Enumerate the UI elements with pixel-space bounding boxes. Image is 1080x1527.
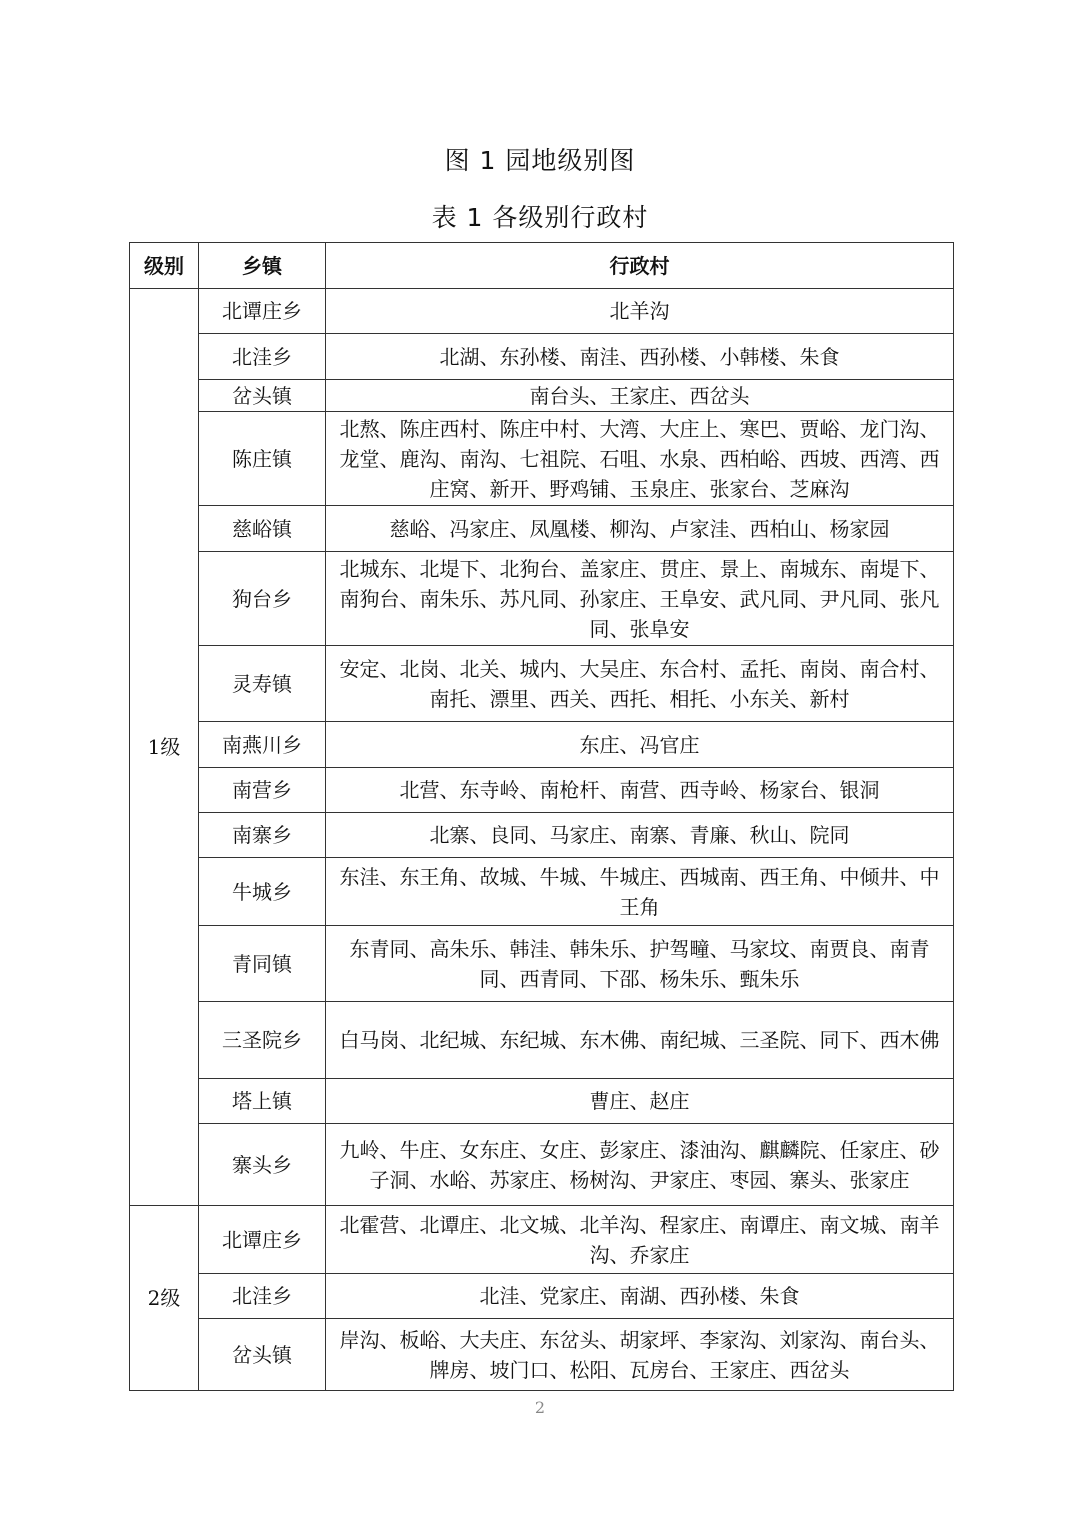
table-row (130, 1002, 954, 1079)
table-row (130, 858, 954, 926)
villages-cell: 白马岗、北纪城、东纪城、东木佛、南纪城、三圣院、同下、西木佛 (326, 1002, 954, 1079)
villages-cell: 东青同、高朱乐、韩洼、韩朱乐、护驾疃、马家坟、南贾良、南青同、西青同、下邵、杨朱乐、甄朱乐 (326, 926, 954, 1002)
town-cell: 北谭庄乡 (199, 1206, 326, 1274)
town-cell: 南营乡 (199, 768, 326, 813)
town-cell: 北洼乡 (199, 1274, 326, 1319)
town-cell: 南寨乡 (199, 813, 326, 858)
villages-cell: 北湖、东孙楼、南洼、西孙楼、小韩楼、朱食 (326, 334, 954, 380)
village-level-table (129, 242, 954, 1391)
town-cell: 岔头镇 (199, 380, 326, 412)
table-row (130, 1274, 954, 1319)
level-cell-2: 2级 (130, 1206, 199, 1391)
villages-cell: 北霍营、北谭庄、北文城、北羊沟、程家庄、南谭庄、南文城、南羊沟、乔家庄 (326, 1206, 954, 1274)
villages-cell: 北羊沟 (326, 289, 954, 334)
town-cell: 南燕川乡 (199, 722, 326, 768)
table-row (130, 813, 954, 858)
villages-cell: 北洼、党家庄、南湖、西孙楼、朱食 (326, 1274, 954, 1319)
table-header-row (130, 243, 954, 289)
town-cell: 北洼乡 (199, 334, 326, 380)
table-row (130, 646, 954, 722)
town-cell: 陈庄镇 (199, 412, 326, 506)
villages-cell: 慈峪、冯家庄、凤凰楼、柳沟、卢家洼、西柏山、杨家园 (326, 506, 954, 552)
villages-cell: 东洼、东王角、故城、牛城、牛城庄、西城南、西王角、中倾井、中王角 (326, 858, 954, 926)
table-row (130, 552, 954, 646)
town-cell: 灵寿镇 (199, 646, 326, 722)
villages-cell: 岸沟、板峪、大夫庄、东岔头、胡家坪、李家沟、刘家沟、南台头、牌房、坡门口、松阳、瓦房台、王家庄、西岔头 (326, 1319, 954, 1391)
villages-cell: 北熬、陈庄西村、陈庄中村、大湾、大庄上、寒巴、贾峪、龙门沟、龙堂、鹿沟、南沟、七祖院、石咀、水泉、西柏峪、西坡、西湾、西庄窝、新开、野鸡铺、玉泉庄、张家台、芝麻沟 (326, 412, 954, 506)
town-cell: 三圣院乡 (199, 1002, 326, 1079)
town-cell: 青同镇 (199, 926, 326, 1002)
town-cell: 岔头镇 (199, 1319, 326, 1391)
town-cell: 慈峪镇 (199, 506, 326, 552)
villages-cell: 安定、北岗、北关、城内、大吴庄、东合村、孟托、南岗、南合村、南托、漂里、西关、西托、相托、小东关、新村 (326, 646, 954, 722)
table-caption: 表 1 各级别行政村 (431, 203, 649, 232)
town-cell: 北谭庄乡 (199, 289, 326, 334)
table-row (130, 1079, 954, 1124)
table-row (130, 289, 954, 334)
table-row (130, 1319, 954, 1391)
town-cell: 狗台乡 (199, 552, 326, 646)
villages-cell: 北城东、北堤下、北狗台、盖家庄、贯庄、景上、南城东、南堤下、南狗台、南朱乐、苏凡同、孙家庄、王阜安、武凡同、尹凡同、张凡同、张阜安 (326, 552, 954, 646)
villages-cell: 北营、东寺岭、南枪杆、南营、西寺岭、杨家台、银洞 (326, 768, 954, 813)
table-row (130, 722, 954, 768)
header-level: 级别 (130, 243, 199, 289)
table-row (130, 412, 954, 506)
figure-caption: 图 1 园地级别图 (444, 146, 636, 175)
town-cell: 塔上镇 (199, 1079, 326, 1124)
header-town: 乡镇 (199, 243, 326, 289)
town-cell: 牛城乡 (199, 858, 326, 926)
town-cell: 寨头乡 (199, 1124, 326, 1206)
villages-cell: 北寨、良同、马家庄、南寨、青廉、秋山、院同 (326, 813, 954, 858)
table-row (130, 1124, 954, 1206)
header-villages: 行政村 (326, 243, 954, 289)
villages-cell: 南台头、王家庄、西岔头 (326, 380, 954, 412)
table-row (130, 926, 954, 1002)
villages-cell: 东庄、冯官庄 (326, 722, 954, 768)
table-row (130, 1206, 954, 1274)
table-row (130, 506, 954, 552)
villages-cell: 曹庄、赵庄 (326, 1079, 954, 1124)
villages-cell: 九岭、牛庄、女东庄、女庄、彭家庄、漆油沟、麒麟院、任家庄、砂子洞、水峪、苏家庄、杨树沟、尹家庄、枣园、寨头、张家庄 (326, 1124, 954, 1206)
page-number: 2 (534, 1398, 546, 1417)
table-row (130, 768, 954, 813)
level-cell-1: 1级 (130, 289, 199, 1206)
table-row (130, 334, 954, 380)
table-row (130, 380, 954, 412)
